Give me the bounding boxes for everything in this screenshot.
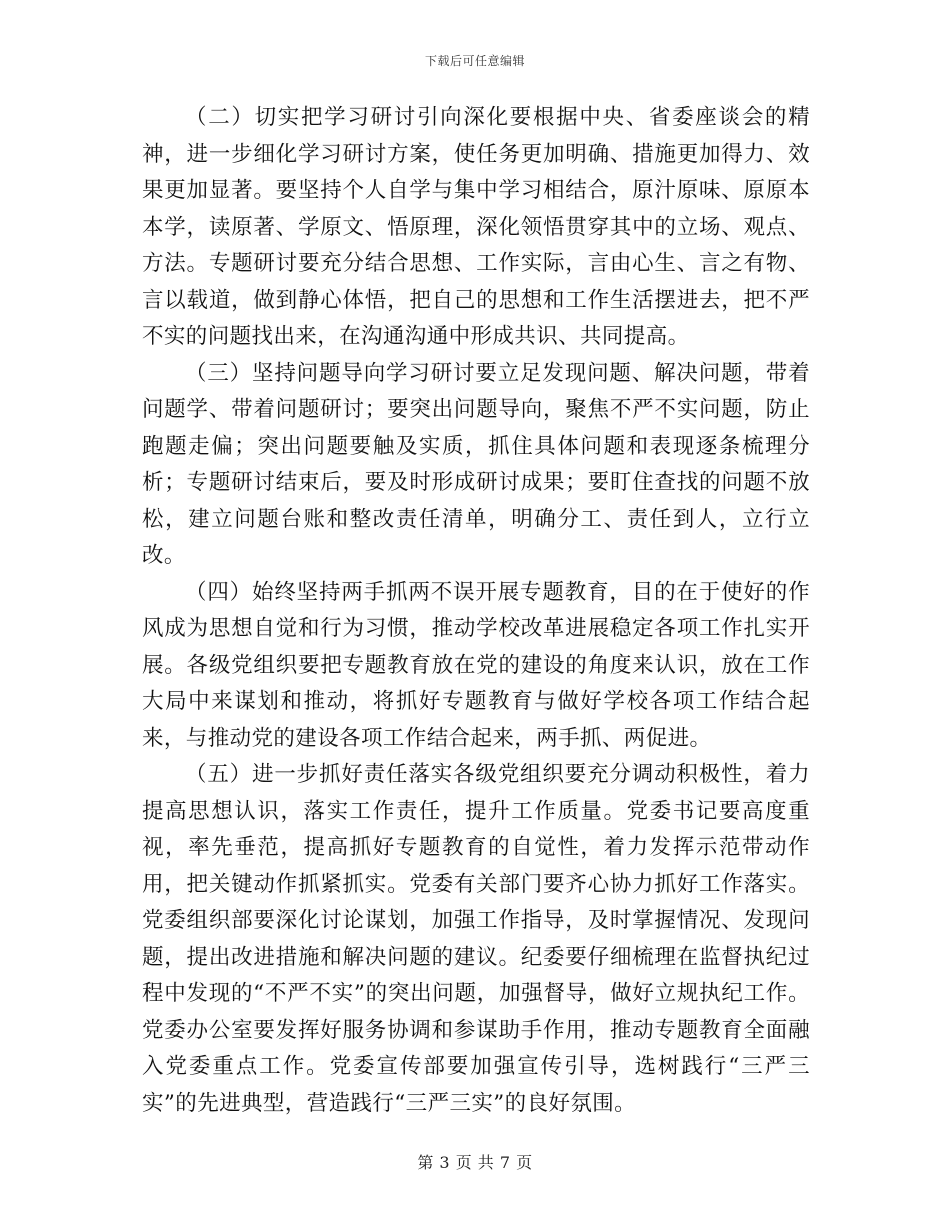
document-body — [142, 100, 810, 1122]
paragraph-4: （四）始终坚持两手抓两不误开展专题教育，目的在于使好的作风成为思想自觉和行为习惯，推动学校改革进展稳定各项工作扎实开展。各级党组织要把专题教育放在党的建设的角度来认识，放在工作大局中来谋划和推动，将抓好专题教育与做好学校各项工作结合起来，与推动党的建设各项工作结合起来，两手抓、两促进。 — [142, 579, 810, 751]
paragraph-5: （五）进一步抓好责任落实各级党组织要充分调动积极性，着力提高思想认识，落实工作责任，提升工作质量。党委书记要高度重视，率先垂范，提高抓好专题教育的自觉性，着力发挥示范带动作用，把关键动作抓紧抓实。党委有关部门要齐心协力抓好工作落实。党委组织部要深化讨论谋划，加强工作指导，及时掌握情况、发现问题，提出改进措施和解决问题的建议。纪委要仔细梳理在监督执纪过程中发现的“不严不实”的突出问题，加强督导，做好立规执纪工作。党委办公室要发挥好服务协调和参谋助手作用，推动专题教育全面融入党委重点工作。党委宣传部要加强宣传引导，选树践行“三严三实”的先进典型，营造践行“三严三实”的良好氛围。 — [142, 762, 810, 1116]
page-header: 下载后可任意编辑 — [424, 54, 525, 68]
paragraph-2: （二）切实把学习研讨引向深化要根据中央、省委座谈会的精神，进一步细化学习研讨方案，使任务更加明确、措施更加得力、效果更加显著。要坚持个人自学与集中学习相结合，原汁原味、原原本本学，读原著、学原文、悟原理，深化领悟贯穿其中的立场、观点、方法。专题研讨要充分结合思想、工作实际，言由心生、言之有物、言以载道，做到静心体悟，把自己的思想和工作生活摆进去，把不严不实的问题找出来，在沟通沟通中形成共识、共同提高。 — [142, 105, 810, 349]
page-number-footer: 第 3 页 共 7 页 — [417, 1153, 533, 1172]
paragraph-3: （三）坚持问题导向学习研讨要立足发现问题、解决问题，带着问题学、带着问题研讨；要突出问题导向，聚焦不严不实问题，防止跑题走偏；突出问题要触及实质，抓住具体问题和表现逐条梳理分析；专题研讨结束后，要及时形成研讨成果；要盯住查找的问题不放松，建立问题台账和整改责任清单，明确分工、责任到人，立行立改。 — [142, 360, 810, 568]
